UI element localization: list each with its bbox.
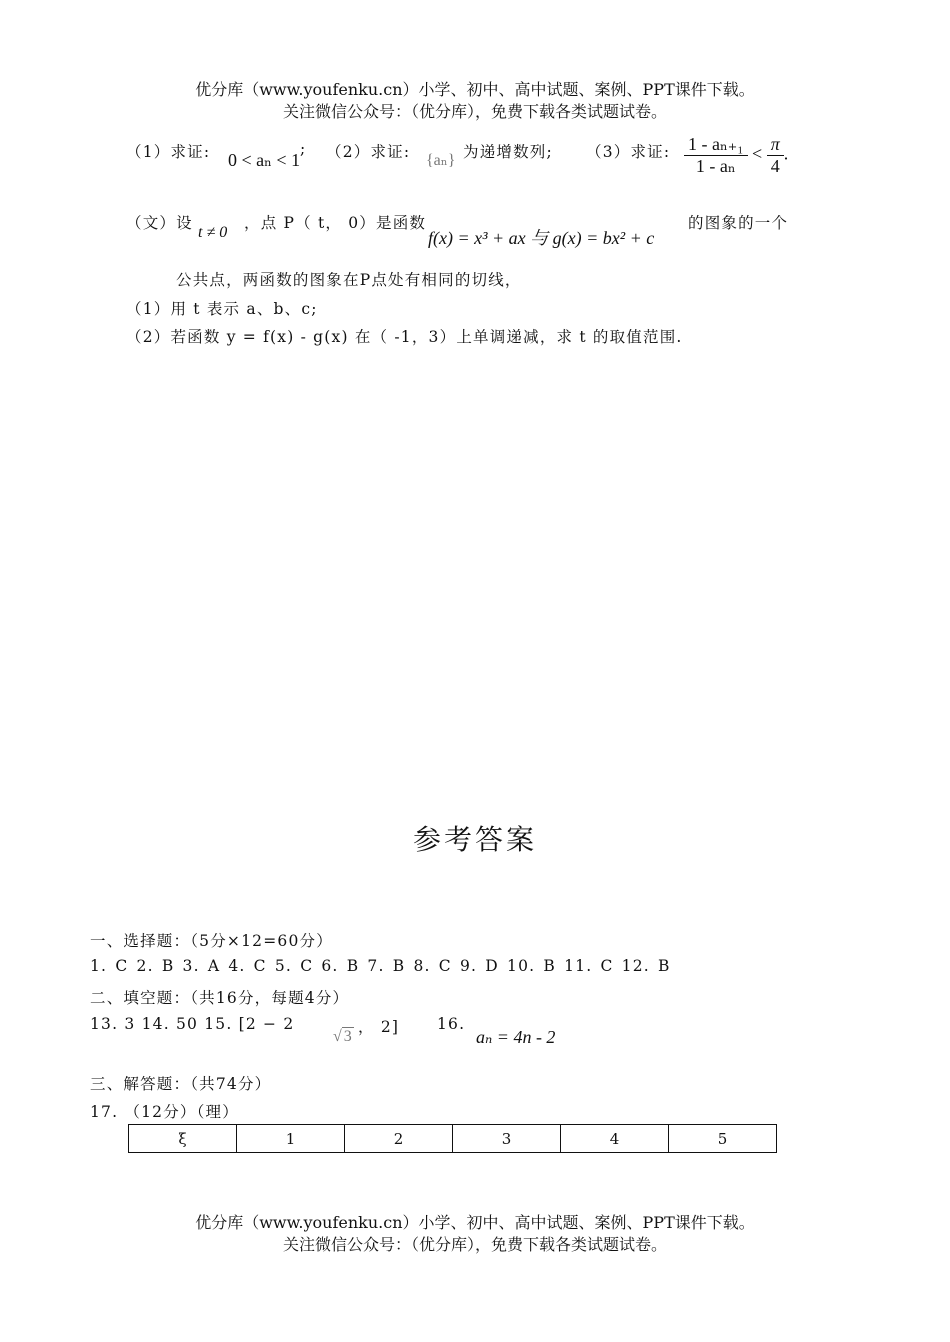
section1-heading: 一、选择题：（5分×12=60分） — [90, 932, 333, 950]
fraction-pi — [767, 134, 784, 177]
table-row — [129, 1125, 777, 1153]
q-li-part2-text: 为递增数列; — [463, 143, 553, 161]
section2-answer-16-label: 16. — [437, 1015, 466, 1033]
section2-heading: 二、填空题：（共16分，每题4分） — [90, 989, 350, 1007]
fraction-a-denominator: 1 - aₙ — [695, 156, 736, 176]
sqrt-three: √ 3 — [333, 1028, 352, 1045]
table-cell: 3 — [453, 1125, 561, 1153]
q-li-part2-math: {aₙ} — [426, 152, 456, 169]
q-li-part2-label: （2）求证: — [326, 143, 411, 161]
q-li-part3-label: （3）求证: — [586, 143, 671, 161]
section2-answer-15-end: ， 2] — [358, 1018, 400, 1036]
table-cell: 1 — [237, 1125, 345, 1153]
period: . — [783, 143, 789, 164]
q-wen-functions: f(x) = x³ + ax 与 g(x) = bx² + c — [428, 228, 655, 248]
table-cell: 4 — [561, 1125, 669, 1153]
less-than-sign: < — [752, 143, 763, 164]
section2-answer-16-math: aₙ = 4n - 2 — [476, 1027, 556, 1047]
fraction-a-numerator: 1 - aₙ₊₁ — [684, 134, 748, 156]
q-li-sep: ; — [300, 140, 307, 158]
header-line-2: 关注微信公众号：（优分库），免费下载各类试题试卷。 — [282, 102, 667, 121]
q-wen-line2: 公共点，两函数的图象在P点处有相同的切线， — [176, 271, 522, 289]
q-wen-mid: ，点 P（ t， 0）是函数 — [244, 214, 427, 232]
fraction-a — [684, 134, 748, 177]
q-li-part1-math: 0 < aₙ < 1 — [228, 150, 301, 170]
question-17-label: 17. （12分）（理） — [90, 1103, 239, 1121]
q-wen-sub1: （1）用 t 表示 a、b、c; — [126, 300, 318, 318]
q-wen-sub2: （2）若函数 y = f(x) - g(x) 在（ -1，3）上单调递减，求 t 的取值范围. — [126, 328, 683, 346]
table-cell: 5 — [669, 1125, 777, 1153]
header-line-1: 优分库（www.youfenku.cn）小学、初中、高中试题、案例、PPT课件下载。 — [195, 80, 755, 99]
q-wen-intro: （文）设 — [126, 214, 193, 232]
table-cell: 2 — [345, 1125, 453, 1153]
q-wen-tail: 的图象的一个 — [688, 214, 789, 232]
footer-line-2: 关注微信公众号：（优分库），免费下载各类试题试卷。 — [282, 1235, 667, 1254]
section1-answers: 1. C 2. B 3. A 4. C 5. C 6. B 7. B 8. C 9. D 10. B 11. C 12. B — [90, 957, 671, 975]
fraction-pi-numerator: π — [767, 134, 784, 156]
footer-line-1: 优分库（www.youfenku.cn）小学、初中、高中试题、案例、PPT课件下载。 — [195, 1213, 755, 1232]
sqrt-radicand: 3 — [343, 1028, 352, 1045]
table-cell: ξ — [129, 1125, 237, 1153]
q-li-part3-fraction — [684, 134, 788, 177]
answer-title: 参考答案 — [412, 823, 537, 856]
distribution-table — [128, 1124, 777, 1153]
q-wen-t-condition: t ≠ 0 — [198, 224, 228, 241]
q-li-part1-label: （1）求证: — [126, 143, 211, 161]
fraction-pi-denominator: 4 — [770, 156, 780, 176]
section3-heading: 三、解答题：（共74分） — [90, 1075, 272, 1093]
section2-answers-13-15: 13. 3 14. 50 15. [2 − 2 — [90, 1015, 295, 1033]
